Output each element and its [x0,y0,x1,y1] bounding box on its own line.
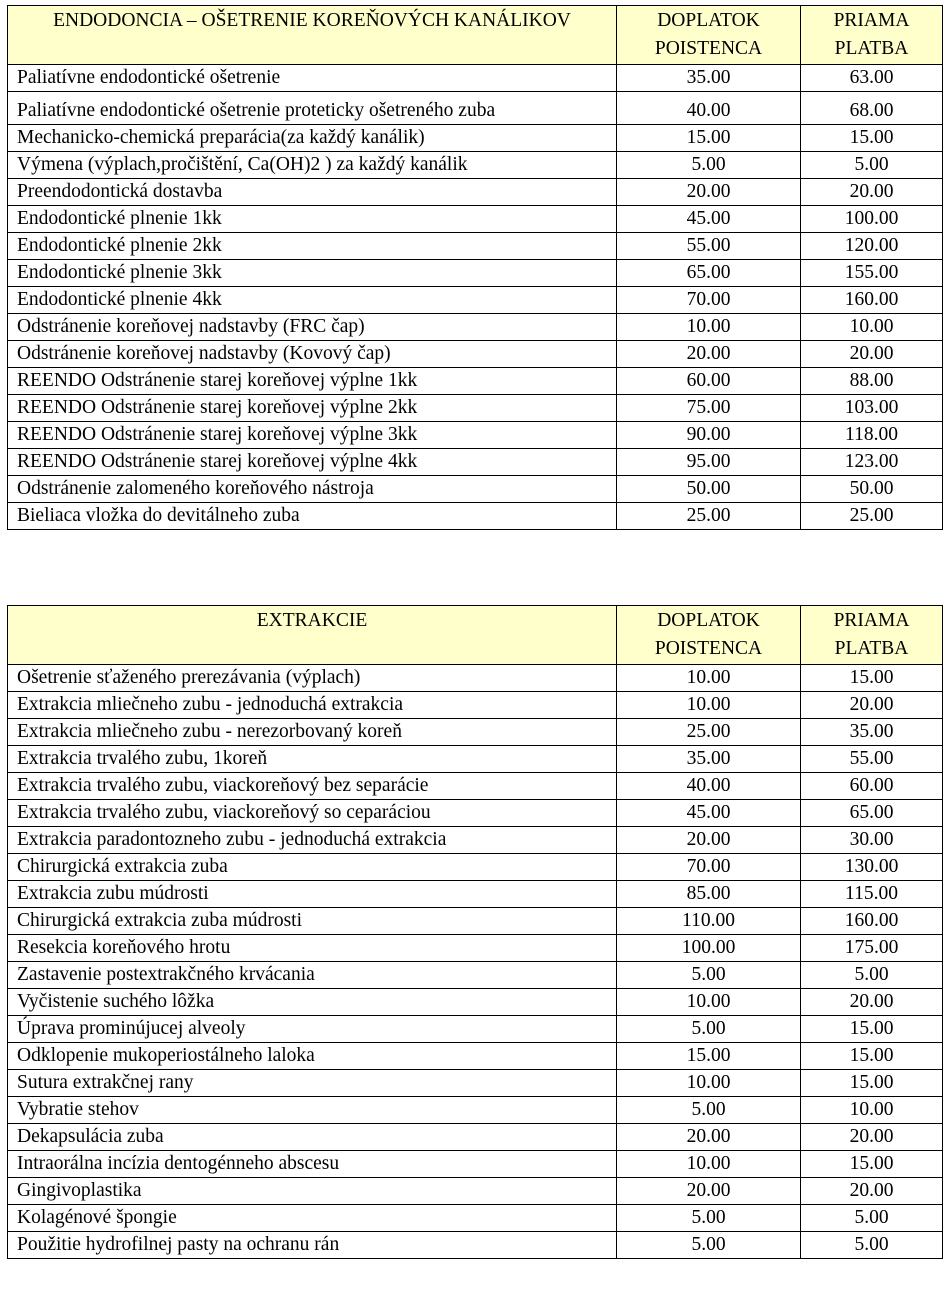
service-name-cell: Endodontické plnenie 4kk [8,287,617,314]
service-name-cell: Paliatívne endodontické ošetrenie [8,65,617,92]
table-row [8,827,943,854]
table-row [8,476,943,503]
table-row [8,92,943,125]
doplatok-poistenca-cell: 50.00 [617,476,801,503]
priama-platba-cell: 160.00 [801,287,943,314]
priama-platba-cell: 25.00 [801,503,943,530]
table-header-row [8,606,943,665]
table-row [8,314,943,341]
table-row [8,503,943,530]
service-name-cell: Kolagénové špongie [8,1205,617,1232]
table-row [8,1097,943,1124]
service-name-cell: Dekapsulácia zuba [8,1124,617,1151]
service-name-cell: Endodontické plnenie 3kk [8,260,617,287]
priama-platba-cell: 5.00 [801,152,943,179]
doplatok-poistenca-cell: 85.00 [617,881,801,908]
doplatok-poistenca-cell: 25.00 [617,719,801,746]
doplatok-poistenca-cell: 110.00 [617,908,801,935]
service-name-cell: Extrakcia paradontozneho zubu - jednoduchá extrakcia [8,827,617,854]
table-row [8,206,943,233]
table-row [8,800,943,827]
service-name-cell: Extrakcia mliečneho zubu - nerezorbovaný koreň [8,719,617,746]
doplatok-poistenca-cell: 40.00 [617,92,801,125]
section-title: ENDODONCIA – OŠETRENIE KOREŇOVÝCH KANÁLIKOV [8,6,617,65]
doplatok-poistenca-cell: 10.00 [617,1151,801,1178]
service-name-cell: Úprava prominújucej alveoly [8,1016,617,1043]
service-name-cell: Vyčistenie suchého lôžka [8,989,617,1016]
doplatok-poistenca-cell: 25.00 [617,503,801,530]
section-title: EXTRAKCIE [8,606,617,665]
doplatok-poistenca-cell: 45.00 [617,206,801,233]
doplatok-poistenca-cell: 5.00 [617,1205,801,1232]
table-row [8,854,943,881]
priama-platba-cell: 55.00 [801,746,943,773]
table-row [8,881,943,908]
table-row [8,1070,943,1097]
doplatok-poistenca-cell: 40.00 [617,773,801,800]
priama-platba-cell: 30.00 [801,827,943,854]
priama-platba-cell: 130.00 [801,854,943,881]
service-name-cell: Preendodontická dostavba [8,179,617,206]
service-name-cell: REENDO Odstránenie starej koreňovej výplne 1kk [8,368,617,395]
priama-platba-cell: 20.00 [801,1124,943,1151]
priama-platba-cell: 35.00 [801,719,943,746]
doplatok-poistenca-cell: 95.00 [617,449,801,476]
doplatok-poistenca-cell: 60.00 [617,368,801,395]
doplatok-poistenca-cell: 70.00 [617,854,801,881]
table-row [8,395,943,422]
endodoncia-price-table [7,5,943,530]
doplatok-poistenca-cell: 5.00 [617,1232,801,1259]
service-name-cell: Chirurgická extrakcia zuba múdrosti [8,908,617,935]
table-row [8,935,943,962]
doplatok-poistenca-cell: 55.00 [617,233,801,260]
doplatok-poistenca-cell: 10.00 [617,1070,801,1097]
priama-platba-cell: 118.00 [801,422,943,449]
table-row [8,1124,943,1151]
priama-platba-cell: 5.00 [801,962,943,989]
service-name-cell: Extrakcia trvalého zubu, viackoreňový so ceparáciou [8,800,617,827]
doplatok-poistenca-cell: 20.00 [617,1178,801,1205]
doplatok-poistenca-cell: 10.00 [617,665,801,692]
table-row [8,1178,943,1205]
priama-platba-cell: 175.00 [801,935,943,962]
service-name-cell: Extrakcia trvalého zubu, 1koreň [8,746,617,773]
priama-platba-cell: 15.00 [801,1070,943,1097]
doplatok-poistenca-cell: 5.00 [617,962,801,989]
service-name-cell: Vybratie stehov [8,1097,617,1124]
doplatok-poistenca-cell: 20.00 [617,179,801,206]
doplatok-poistenca-cell: 10.00 [617,692,801,719]
service-name-cell: Extrakcia trvalého zubu, viackoreňový bez separácie [8,773,617,800]
doplatok-poistenca-cell: 70.00 [617,287,801,314]
service-name-cell: Zastavenie postextrakčného krvácania [8,962,617,989]
doplatok-poistenca-cell: 5.00 [617,1016,801,1043]
service-name-cell: Gingivoplastika [8,1178,617,1205]
priama-platba-cell: 20.00 [801,341,943,368]
service-name-cell: Odstránenie zalomeného koreňového nástroja [8,476,617,503]
doplatok-poistenca-cell: 35.00 [617,746,801,773]
table-row [8,233,943,260]
service-name-cell: Použitie hydrofilnej pasty na ochranu rán [8,1232,617,1259]
doplatok-poistenca-cell: 90.00 [617,422,801,449]
table-row [8,260,943,287]
table-row [8,65,943,92]
table-body [8,65,943,530]
doplatok-poistenca-cell: 20.00 [617,341,801,368]
doplatok-poistenca-cell: 45.00 [617,800,801,827]
table-row [8,1205,943,1232]
priama-platba-cell: 63.00 [801,65,943,92]
service-name-cell: REENDO Odstránenie starej koreňovej výplne 4kk [8,449,617,476]
priama-platba-cell: 88.00 [801,368,943,395]
table-row [8,179,943,206]
doplatok-poistenca-cell: 75.00 [617,395,801,422]
priama-platba-cell: 15.00 [801,1016,943,1043]
doplatok-poistenca-cell: 35.00 [617,65,801,92]
priama-platba-cell: 15.00 [801,1151,943,1178]
table-row [8,1232,943,1259]
column-header-priama: PRIAMA PLATBA [801,6,943,65]
doplatok-poistenca-cell: 15.00 [617,1043,801,1070]
table-row [8,368,943,395]
table-row [8,746,943,773]
table-row [8,908,943,935]
column-header-priama: PRIAMA PLATBA [801,606,943,665]
table-row [8,962,943,989]
doplatok-poistenca-cell: 20.00 [617,1124,801,1151]
priama-platba-cell: 50.00 [801,476,943,503]
table-row [8,1151,943,1178]
doplatok-poistenca-cell: 15.00 [617,125,801,152]
priama-platba-cell: 115.00 [801,881,943,908]
extrakcie-price-table [7,605,943,1259]
table-row [8,692,943,719]
table-row [8,1043,943,1070]
table-row [8,287,943,314]
service-name-cell: REENDO Odstránenie starej koreňovej výplne 2kk [8,395,617,422]
priama-platba-cell: 155.00 [801,260,943,287]
doplatok-poistenca-cell: 100.00 [617,935,801,962]
priama-platba-cell: 20.00 [801,1178,943,1205]
priama-platba-cell: 5.00 [801,1232,943,1259]
doplatok-poistenca-cell: 10.00 [617,314,801,341]
table-row [8,665,943,692]
priama-platba-cell: 100.00 [801,206,943,233]
service-name-cell: Extrakcia mliečneho zubu - jednoduchá extrakcia [8,692,617,719]
service-name-cell: Mechanicko-chemická preparácia(za každý kanálik) [8,125,617,152]
doplatok-poistenca-cell: 20.00 [617,827,801,854]
priama-platba-cell: 15.00 [801,1043,943,1070]
priama-platba-cell: 5.00 [801,1205,943,1232]
service-name-cell: Paliatívne endodontické ošetrenie proteticky ošetreného zuba [8,92,617,125]
priama-platba-cell: 103.00 [801,395,943,422]
priama-platba-cell: 10.00 [801,1097,943,1124]
service-name-cell: Výmena (výplach,pročištění, Ca(OH)2 ) za každý kanálik [8,152,617,179]
table-row [8,449,943,476]
priama-platba-cell: 123.00 [801,449,943,476]
table-row [8,989,943,1016]
service-name-cell: Odstránenie koreňovej nadstavby (FRC čap) [8,314,617,341]
service-name-cell: Chirurgická extrakcia zuba [8,854,617,881]
service-name-cell: Sutura extrakčnej rany [8,1070,617,1097]
service-name-cell: REENDO Odstránenie starej koreňovej výplne 3kk [8,422,617,449]
priama-platba-cell: 60.00 [801,773,943,800]
service-name-cell: Bieliaca vložka do devitálneho zuba [8,503,617,530]
doplatok-poistenca-cell: 5.00 [617,1097,801,1124]
priama-platba-cell: 15.00 [801,125,943,152]
doplatok-poistenca-cell: 65.00 [617,260,801,287]
priama-platba-cell: 160.00 [801,908,943,935]
table-header-row [8,6,943,65]
service-name-cell: Endodontické plnenie 1kk [8,206,617,233]
table-row [8,1016,943,1043]
priama-platba-cell: 120.00 [801,233,943,260]
table-row [8,773,943,800]
service-name-cell: Odstránenie koreňovej nadstavby (Kovový čap) [8,341,617,368]
priama-platba-cell: 20.00 [801,179,943,206]
service-name-cell: Odklopenie mukoperiostálneho laloka [8,1043,617,1070]
service-name-cell: Intraorálna incízia dentogénneho abscesu [8,1151,617,1178]
priama-platba-cell: 15.00 [801,665,943,692]
table-row [8,341,943,368]
priama-platba-cell: 20.00 [801,692,943,719]
service-name-cell: Extrakcia zubu múdrosti [8,881,617,908]
table-row [8,125,943,152]
table-row [8,152,943,179]
service-name-cell: Endodontické plnenie 2kk [8,233,617,260]
priama-platba-cell: 65.00 [801,800,943,827]
priama-platba-cell: 68.00 [801,92,943,125]
column-header-doplatok: DOPLATOK POISTENCA [617,6,801,65]
doplatok-poistenca-cell: 10.00 [617,989,801,1016]
table-body [8,665,943,1259]
service-name-cell: Ošetrenie sťaženého prerezávania (výplach) [8,665,617,692]
priama-platba-cell: 20.00 [801,989,943,1016]
priama-platba-cell: 10.00 [801,314,943,341]
table-row [8,719,943,746]
doplatok-poistenca-cell: 5.00 [617,152,801,179]
table-row [8,422,943,449]
column-header-doplatok: DOPLATOK POISTENCA [617,606,801,665]
service-name-cell: Resekcia koreňového hrotu [8,935,617,962]
